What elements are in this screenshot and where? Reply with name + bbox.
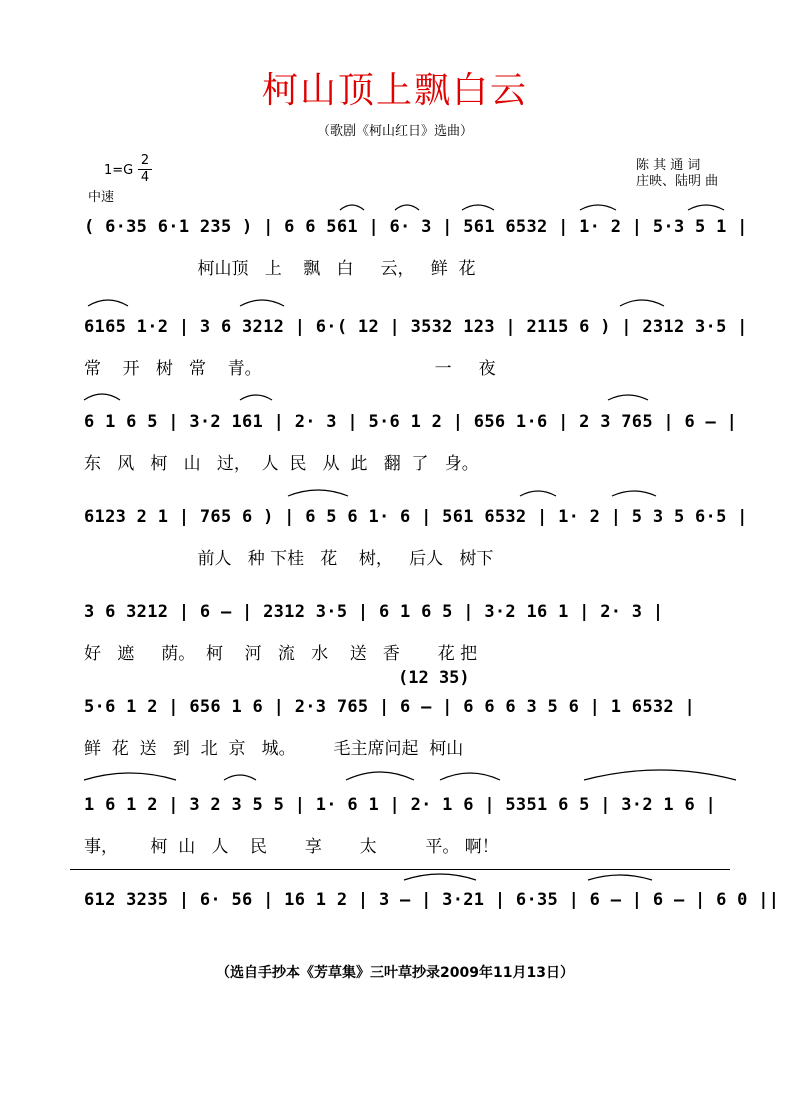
time-signature-top: 2 <box>140 153 150 168</box>
song-title: 柯山顶上飘白云 <box>261 70 528 111</box>
lyrics-line-2: 常 开 树 常 青。 一 夜 <box>84 359 496 379</box>
lyricist-credit: 陈 其 通 词 <box>636 158 701 173</box>
composer-credit: 庄映、陆明 曲 <box>636 174 719 189</box>
lyrics-line-7: 事， 柯 山 人 民 享 太 平。 啊！ <box>84 837 499 857</box>
notation-line-3: 6 1 6 5 | 3·2 161 | 2· 3 | 5·6 1 2 | 656 1·6 | 2 3 765 | 6 — | <box>84 412 738 432</box>
notation-line-1: ( 6·35 6·1 235 ) | 6 6 561 | 6· 3 | 561 6532 | 1· 2 | 5·3 5 1 | <box>84 217 748 237</box>
lyrics-line-5: 好 遮 荫。 柯 河 流 水 送 香 花 把 <box>84 644 478 664</box>
notation-line-6: 5·6 1 2 | 656 1 6 | 2·3 765 | 6 — | 6 6 6 3 5 6 | 1 6532 | <box>84 697 696 717</box>
lyrics-line-3: 东 风 柯 山 过， 人 民 从 此 翻 了 身。 <box>84 454 479 474</box>
notation-line-5: 3 6 3212 | 6 — | 2312 3·5 | 6 1 6 5 | 3·2 16 1 | 2· 3 | <box>84 602 664 622</box>
tempo-marking: 中速 <box>88 190 115 205</box>
notation-line-7: 1 6 1 2 | 3 2 3 5 5 | 1· 6 1 | 2· 1 6 | 5351 6 5 | 3·2 1 6 | <box>84 795 717 815</box>
subtitle: （歌剧《柯山红日》选曲） <box>316 124 473 139</box>
notation-line-4: 6123 2 1 | 765 6 ) | 6 5 6 1· 6 | 561 6532 | 1· 2 | 5 3 5 6·5 | <box>84 507 748 527</box>
lyrics-line-1: 柯山顶 上 飘 白 云， 鲜 花 <box>84 259 476 279</box>
lyrics-line-4: 前人 种 下桂 花 树， 后人 树下 <box>84 549 494 569</box>
time-signature-bottom: 4 <box>140 170 150 185</box>
bracket-note: (12 35) <box>398 668 470 688</box>
key-signature: 1=G <box>104 163 134 178</box>
notation-line-8: 612 3235 | 6· 56 | 16 1 2 | 3 — | 3·21 | 6·35 | 6 — | 6 — | 6 0 || <box>84 890 780 910</box>
lyrics-line-6: 鲜 花 送 到 北 京 城。 毛主席问起 柯山 <box>84 739 464 759</box>
source-note: （选自手抄本《芳草集》三叶草抄录2009年11月13日） <box>216 965 574 981</box>
notation-line-2: 6165 1·2 | 3 6 3212 | 6·( 12 | 3532 123 | 2115 6 ) | 2312 3·5 | <box>84 317 748 337</box>
